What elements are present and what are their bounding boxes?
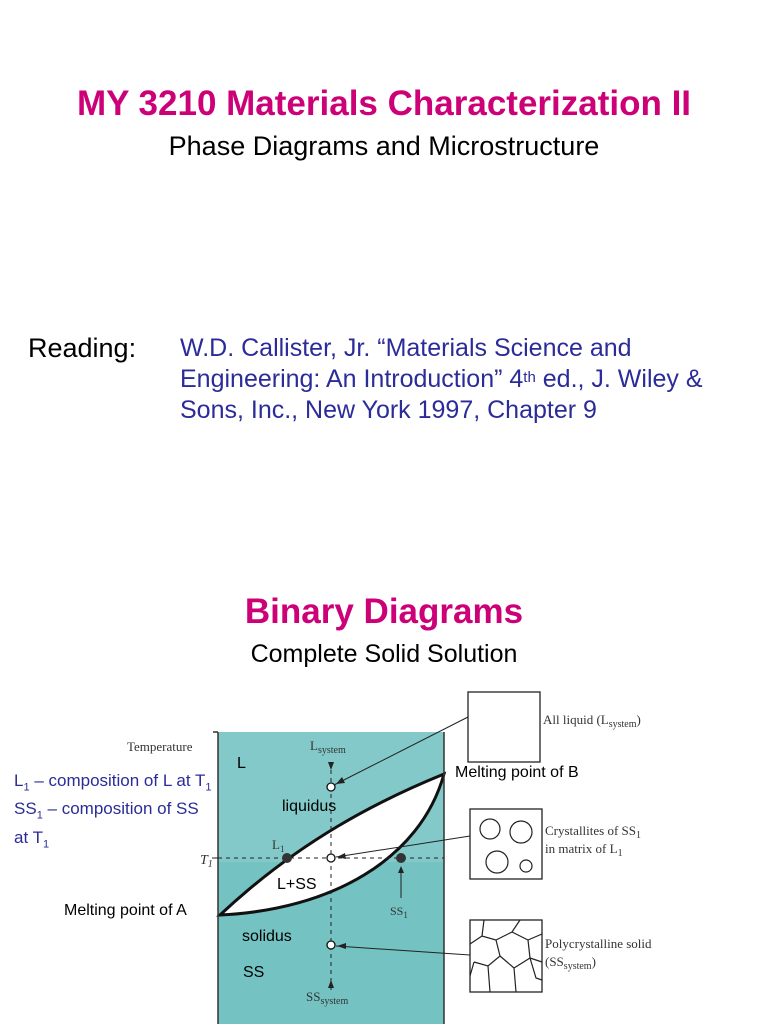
melting-point-b-label: Melting point of B: [455, 764, 579, 781]
melting-point-a-label: Melting point of A: [64, 902, 187, 919]
solidus-label: solidus: [242, 928, 292, 945]
section-title: Binary Diagrams: [244, 592, 524, 631]
note-ss1: $SS_1$ – composition of SS at $T_1$: [14, 799, 199, 851]
l-system-point: [327, 783, 335, 791]
all-liquid-label: All liquid $(L_{system})$: [543, 712, 641, 730]
phase-diagram-figure: [0, 680, 768, 1024]
all-liquid-box: [468, 692, 540, 762]
l1-curve-label: $L_1$: [272, 837, 285, 854]
polycrystal-label-line2: $(SS_{system})$: [545, 954, 596, 972]
liquidus-label: liquidus: [282, 798, 337, 815]
t1-system-point: [327, 854, 335, 862]
crystallites-label-line2: in matrix of $L_1$: [545, 841, 623, 859]
l-system-label: $L_{system}$: [310, 738, 346, 756]
ss-system-label: $SS_{system}$: [306, 989, 349, 1007]
temperature-label: Temperature: [127, 739, 193, 754]
ss-system-point: [327, 941, 335, 949]
reading-reference: [180, 333, 750, 426]
reading-text-b: ed., J. Wiley & Sons, Inc., New York 1997, Chapter 9: [180, 365, 703, 424]
section-subtitle: Complete Solid Solution: [250, 640, 518, 668]
slide-title: MY 3210 Materials Characterization II: [76, 84, 692, 123]
region-lss-label: L+SS: [277, 876, 317, 893]
region-l-label: L: [237, 755, 246, 772]
note-l1: $L_1$ – composition of L at $T_1$: [14, 771, 212, 794]
polycrystal-box: [470, 920, 542, 992]
l1-point: [282, 853, 292, 863]
ss1-point: [396, 853, 406, 863]
polycrystal-label-line1: Polycrystalline solid: [545, 936, 652, 951]
reading-sup: th: [523, 369, 536, 386]
crystallites-label-line1: Crystallites of $SS_1$: [545, 823, 642, 841]
reading-label: Reading:: [28, 333, 137, 363]
reading-text-a: W.D. Callister, Jr. “Materials Science and Engineering: An Introduction” 4: [180, 334, 632, 393]
t1-label: $T_1$: [200, 853, 213, 870]
slide-subtitle: Phase Diagrams and Microstructure: [168, 131, 600, 161]
region-ss-label: SS: [243, 964, 265, 981]
ss1-curve-label: $SS_1$: [390, 904, 408, 920]
